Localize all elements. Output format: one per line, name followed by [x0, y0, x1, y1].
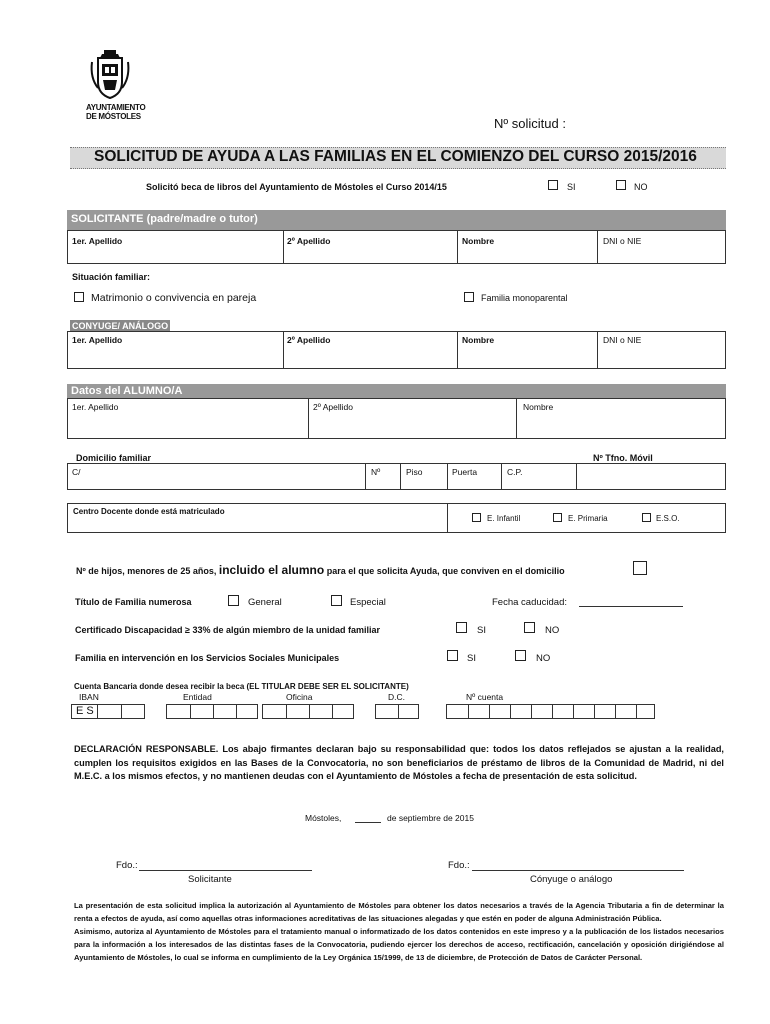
servicios-label: Familia en intervención en los Servicios Sociales Municipales [75, 653, 340, 663]
monoparental-checkbox[interactable] [464, 292, 474, 302]
fecha-caducidad-label: Fecha caducidad: [492, 597, 567, 608]
fdo-conyuge-label: Fdo.: [448, 860, 470, 871]
domicilio-cp[interactable]: C.P. [507, 467, 523, 477]
discapacidad-label: Certificado Discapacidad ≥ 33% de algún miembro de la unidad familiar [75, 625, 381, 635]
numerosa-label: Título de Familia numerosa [75, 597, 192, 607]
solicitante-header: SOLICITANTE (padre/madre o tutor) [67, 210, 726, 230]
centro-label[interactable]: Centro Docente donde está matriculado [73, 507, 225, 516]
numerosa-especial-label: Especial [350, 597, 386, 608]
conyuge-fields [67, 331, 726, 369]
monoparental-label: Familia monoparental [481, 293, 568, 303]
domicilio-puerta[interactable]: Puerta [452, 467, 478, 477]
discapacidad-si-label: SI [477, 625, 486, 636]
oficina-input[interactable] [262, 704, 354, 719]
infantil-checkbox[interactable] [472, 513, 481, 522]
solicitud-number-label: Nº solicitud : [494, 116, 566, 131]
alumno-apellido1[interactable]: 1er. Apellido [72, 402, 119, 412]
domicilio-numero[interactable]: Nº [371, 467, 381, 477]
numerosa-especial-checkbox[interactable] [331, 595, 342, 606]
dc-input[interactable] [375, 704, 419, 719]
servicios-si-checkbox[interactable] [447, 650, 458, 661]
discapacidad-no-checkbox[interactable] [524, 622, 535, 633]
ncuenta-input[interactable] [446, 704, 655, 719]
declaracion-body: Los abajo firmantes declaran bajo su responsabilidad que: todos los datos reflejados se ajustan a la realidad, cumplen los requisitos exigidos en las Bases de la Convocatoria, no son beneficiarios de préstamo de libros de la Comunidad de Madrid, ni del M.E.C. a los mismos efectos, y no mantienen deudas con el Ayuntamiento de Móstoles a fecha de presentación de esta solicitud. [74, 744, 724, 782]
legal-text [74, 899, 724, 964]
alumno-fields [67, 398, 726, 439]
eso-checkbox[interactable] [642, 513, 651, 522]
alumno-header: Datos del ALUMNO/A [67, 384, 726, 399]
discapacidad-si-checkbox[interactable] [456, 622, 467, 633]
solicitante-apellido2[interactable]: 2º Apellido [287, 236, 331, 246]
solicitante-nombre[interactable]: Nombre [462, 236, 495, 246]
entidad-label: Entidad [183, 692, 212, 702]
situacion-label: Situación familiar: [72, 272, 151, 282]
beca-no-label: NO [634, 182, 648, 192]
beca-no-checkbox[interactable] [616, 180, 626, 190]
hijos-pre: Nº de hijos, menores de 25 años, [76, 566, 217, 576]
fecha-place: Móstoles, [305, 813, 342, 823]
hijos-count-box[interactable] [633, 561, 647, 575]
conyuge-nombre[interactable]: Nombre [462, 335, 495, 345]
movil-label: Nº Tfno. Móvil [593, 453, 653, 463]
dc-label: D.C. [388, 692, 405, 702]
cuenta-label: Cuenta Bancaria donde desea recibir la beca (EL TITULAR DEBE SER EL SOLICITANTE) [74, 682, 409, 691]
coat-of-arms-logo [88, 48, 132, 102]
fecha-day-field[interactable] [355, 822, 381, 823]
iban-input[interactable] [71, 704, 145, 719]
conyuge-apellido1[interactable]: 1er. Apellido [72, 335, 123, 345]
solicitante-caption: Solicitante [188, 874, 232, 885]
logo-text-1: AYUNTAMIENTO [86, 103, 146, 112]
conyuge-dni[interactable]: DNI o NIE [603, 335, 642, 345]
ncuenta-label: Nº cuenta [466, 692, 504, 702]
conyuge-header: CONYUGE/ ANÁLOGO [72, 321, 169, 331]
declaracion-title: DECLARACIÓN RESPONSABLE. [74, 744, 219, 754]
servicios-si-label: SI [467, 653, 476, 664]
conyuge-caption: Cónyuge o análogo [530, 874, 613, 885]
hijos-post: para el que solicita Ayuda, que conviven en el domicilio [326, 566, 565, 576]
iban-value: E S [76, 705, 94, 717]
logo-text-2: DE MÓSTOLES [86, 112, 141, 121]
primaria-label: E. Primaria [568, 514, 608, 523]
discapacidad-no-label: NO [545, 625, 560, 636]
declaracion-text [74, 743, 724, 784]
fecha-caducidad-field[interactable] [579, 606, 683, 607]
matrimonio-checkbox[interactable] [74, 292, 84, 302]
primaria-checkbox[interactable] [553, 513, 562, 522]
beca-si-label: SI [567, 182, 576, 192]
hijos-question [76, 563, 565, 577]
solicitante-apellido1[interactable]: 1er. Apellido [72, 236, 123, 246]
domicilio-piso[interactable]: Piso [406, 467, 423, 477]
entidad-input[interactable] [166, 704, 258, 719]
domicilio-calle[interactable]: C/ [72, 467, 81, 477]
infantil-label: E. Infantil [487, 514, 521, 523]
beca-si-checkbox[interactable] [548, 180, 558, 190]
matrimonio-label: Matrimonio o convivencia en pareja [91, 292, 257, 304]
servicios-no-label: NO [536, 653, 551, 664]
hijos-mid: incluido el alumno [218, 563, 325, 577]
firma-conyuge-line[interactable] [472, 870, 684, 871]
oficina-label: Oficina [286, 692, 313, 702]
conyuge-apellido2[interactable]: 2º Apellido [287, 335, 331, 345]
fecha-rest: de septiembre de 2015 [387, 813, 474, 823]
centro-box [67, 503, 726, 533]
page-title: SOLICITUD DE AYUDA A LAS FAMILIAS EN EL COMIENZO DEL CURSO 2015/2016 [94, 148, 697, 165]
legal-p1: La presentación de esta solicitud implica la autorización al Ayuntamiento de Móstoles para obtener los datos necesarios a través de la Agencia Tributaria a fin de determinar la renta a efectos de ayuda, así como aquellas otras informaciones acreditativas de las situaciones alegadas y que estén en poder de alguna Administración Pública. [74, 901, 724, 923]
numerosa-general-checkbox[interactable] [228, 595, 239, 606]
alumno-nombre[interactable]: Nombre [523, 402, 554, 412]
iban-label: IBAN [79, 692, 99, 702]
domicilio-fields [67, 463, 726, 490]
solicitante-dni[interactable]: DNI o NIE [603, 236, 642, 246]
alumno-apellido2[interactable]: 2º Apellido [313, 402, 353, 412]
firma-solicitante-line[interactable] [139, 870, 312, 871]
numerosa-general-label: General [248, 597, 282, 608]
servicios-no-checkbox[interactable] [515, 650, 526, 661]
legal-p2: Asimismo, autoriza al Ayuntamiento de Móstoles para el tratamiento manual o informatizado de los datos contenidos en este impreso y a la publicación de los listados necesarios para la información a los interesados de las distintas fases de la Convocatoria, pudiendo ejercer los derechos de acceso, rectificación, cancelación y oposición dirigiéndose al Ayuntamiento de Móstoles, lo cual se informa en cumplimiento de la Ley Orgánica 15/1999, de 13 de diciembre, de Protección de Datos de Carácter Personal. [74, 927, 724, 962]
eso-label: E.S.O. [656, 514, 680, 523]
fdo-solicitante-label: Fdo.: [116, 860, 138, 871]
solicitante-fields [67, 230, 726, 264]
domicilio-label: Domicilio familiar [76, 453, 152, 463]
beca-previa-question: Solicitó beca de libros del Ayuntamiento de Móstoles el Curso 2014/15 [146, 182, 447, 192]
